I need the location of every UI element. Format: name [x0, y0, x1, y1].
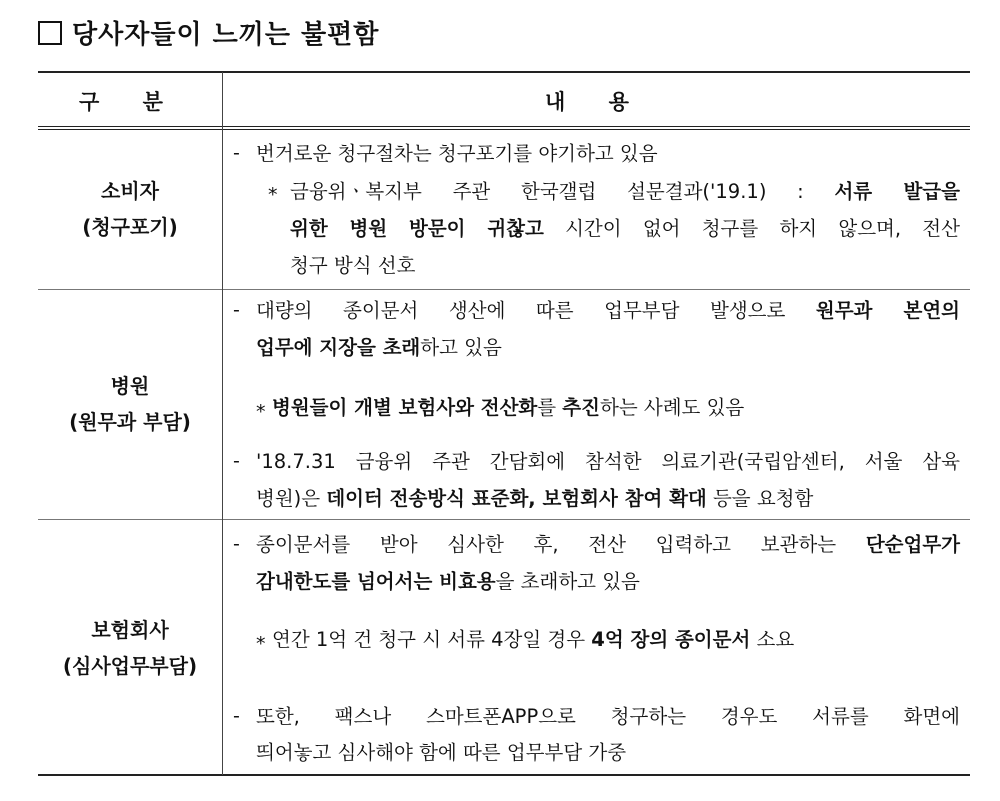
bold-text-segment: 병원들이 개별 보험사와 전산화 — [272, 396, 538, 419]
content-line — [256, 533, 960, 557]
bold-text-segment: 데이터 전송방식 표준화, 보험회사 참여 확대 — [326, 487, 707, 510]
text-segment: 연간 1억 건 청구 시 서류 4장일 경우 — [272, 628, 592, 651]
bold-text-segment: 추진 — [562, 396, 600, 419]
content-line — [256, 570, 640, 594]
text-segment: '18.7.31 금융위 주관 간담회에 참석한 의료기관(국립암센터, 서울 삼육 — [256, 450, 960, 473]
text-segment: 를 — [537, 396, 563, 419]
title-text: 당사자들이 느끼는 불편함 — [72, 20, 380, 50]
text-segment: 소요 — [750, 628, 795, 651]
row-divider — [38, 289, 970, 290]
content-line — [272, 396, 744, 420]
bold-text-segment: 4억 장의 종이문서 — [591, 628, 751, 651]
content-line — [256, 487, 813, 511]
bold-text-segment: 위한 병원 방문이 귀찮고 — [290, 217, 544, 240]
category-hospital: 병원 (원무과 부담) — [69, 374, 191, 434]
text-segment: 또한, 팩스나 스마트폰APP으로 청구하는 경우도 서류를 화면에 — [256, 705, 960, 728]
text-segment: 종이문서를 받아 심사한 후, 전산 입력하고 보관하는 — [256, 533, 866, 556]
header-category: 구 분 — [79, 90, 181, 114]
dash-marker: - — [233, 705, 240, 727]
note-marker: * — [256, 401, 266, 423]
category-consumer: 소비자 (청구포기) — [82, 179, 178, 239]
note-marker: * — [256, 633, 266, 655]
empty-square-icon — [38, 21, 62, 45]
content-line — [290, 180, 960, 204]
text-segment: 병원)은 — [256, 487, 327, 510]
content-line — [256, 450, 960, 474]
bold-text-segment: 원무과 본연의 — [815, 299, 961, 322]
text-segment: 시간이 없어 청구를 하지 않으며, 전산 — [543, 217, 960, 240]
text-segment: 청구 방식 선호 — [290, 254, 416, 277]
table-bottom-border — [38, 774, 970, 776]
table-top-border — [38, 71, 970, 73]
content-line — [256, 299, 960, 323]
content-line — [272, 628, 794, 652]
content-line — [290, 254, 415, 278]
dash-marker: - — [233, 450, 240, 472]
dash-marker: - — [233, 533, 240, 555]
header-content: 내 용 — [545, 90, 647, 114]
bold-text-segment: 업무에 지장을 초래 — [256, 336, 421, 359]
dash-marker: - — [233, 142, 240, 164]
text-segment: 대량의 종이문서 생산에 따른 업무부담 발생으로 — [256, 299, 816, 322]
bold-text-segment: 감내한도를 넘어서는 비효용 — [256, 570, 496, 593]
category-insurer: 보험회사 (심사업무부담) — [62, 618, 198, 678]
dash-marker: - — [233, 299, 240, 321]
note-marker: * — [268, 184, 278, 206]
header-divider — [38, 129, 970, 130]
text-segment: 등을 요청함 — [706, 487, 814, 510]
row-divider — [38, 519, 970, 520]
content-line — [256, 142, 658, 166]
text-segment: 금융위ㆍ복지부 주관 한국갤럽 설문결과('19.1) : — [290, 180, 835, 203]
header-divider — [38, 126, 970, 127]
bold-text-segment: 단순업무가 — [865, 533, 960, 556]
text-segment: 번거로운 청구절차는 청구포기를 야기하고 있음 — [256, 142, 658, 165]
content-line — [256, 336, 502, 360]
text-segment: 띄어놓고 심사해야 함에 따른 업무부담 가중 — [256, 741, 627, 764]
section-title — [38, 14, 379, 51]
text-segment: 하는 사례도 있음 — [599, 396, 745, 419]
column-divider — [222, 72, 223, 775]
content-line — [256, 705, 960, 729]
bold-text-segment: 서류 발급을 — [834, 180, 960, 203]
content-line — [290, 217, 960, 241]
text-segment: 하고 있음 — [420, 336, 502, 359]
text-segment: 을 초래하고 있음 — [495, 570, 640, 593]
content-line — [256, 741, 626, 765]
